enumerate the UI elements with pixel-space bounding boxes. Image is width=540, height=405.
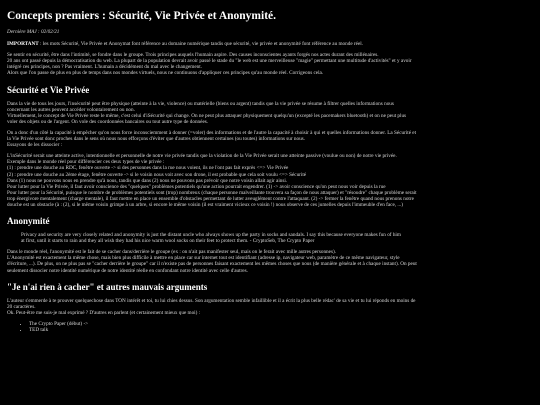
- intro-line: Alors que l'on passe de plus en plus de temps dans nos mondes virtuels, nous ne continuons d'appliquer ces principes qu'au monde réel. Corrigeons cela.: [7, 70, 324, 77]
- text-line: L'inSécurité serait une atteinte active, intentionnelle et personnelle de notre vie privée tandis que la violation de la Vie Privée serait une atteinte passive (voulue ou non) de notre vie privée.: [7, 153, 397, 160]
- quote-line: at first, until it starts to rain and they all wish they had his nice warm wool socks on their feet to protect them. - CryptoSeb, The Crypto Paper: [21, 238, 315, 245]
- text-line: Pour lutter pour la Sécurité, puisque le nombre de problèmes potentiels sont (trop) nombreux (chaque personne malveillante trouvera sa façon de nous attaquer) et "résoudre" chaque problème serait: [7, 189, 417, 196]
- section-heading-securite: Sécurité et Vie Privée: [7, 84, 90, 95]
- quote-line: Privacy and security are very closely related and anonymity is just the distant uncle who always shows up the party in socks and sandals. I say this because everyone makes fun of him: [21, 232, 401, 239]
- securite-paragraph-3: [7, 153, 533, 208]
- intro-paragraph: [7, 52, 533, 76]
- securite-paragraph-1: [7, 101, 533, 125]
- text-line: seulement dissocier notre identité numérique de notre identité réelle en confondant notre identité avec celle d'autres.: [7, 267, 248, 274]
- important-label: IMPORTANT: [7, 41, 39, 48]
- text-line: trop énergivore mentalement (charge mentale), il faut mettre en place un ensemble d'obstacles permettant de lutter aveuglément contre l'attaquant. (2) -> fermer la fenêtre quand nous prenons notre: [7, 195, 414, 202]
- text-line: Pour lutter pour la Vie Privée, il faut avoir conscience des "quelques" problèmes potentiels qu'une action pourrait engendrer. (1) -> avoir conscience qu'on peut nous voir depuis la rue: [7, 183, 386, 190]
- text-line: L'Anonymité est exactement la même chose, mais bien plus difficile à mettre en place car sur internet tout est identifiant (adresse ip, navigateur web, paramètre de ce même navigateur, style: [7, 255, 400, 262]
- reference-link-ted-talk[interactable]: • TED talk: [29, 327, 533, 333]
- text-line: la Vie Privée sont donc proches dans le sens où nous nous efforçons d'éviter que d'autres obtiennent certaines (ou toutes) informations sur nous.: [7, 136, 305, 143]
- text-line: Dans (1) nous ne pouvons nous en prendre qu'à nous, tandis que dans (2) nous ne pouvons pas prévoir que notre voisin allait agir ainsi.: [7, 177, 288, 184]
- reference-list: [21, 321, 533, 333]
- rien-a-cacher-paragraph: [7, 298, 533, 316]
- intro-line: 20 ans ont passé depuis la démocratisation du web. La plupart de la population devrait avoir passé le stade du "le web est une merveilleuse "magie" permettant une multitude d'activités" et y avoir: [7, 58, 412, 65]
- text-line: (2) : prendre une douche au 2ème étage, fenêtre ouverte -> si le voisin nous voit avec son drone, il est probable que cela soit voulu <=> Sécurité: [7, 171, 307, 178]
- text-line: Dans le monde réel, l'anonymité est le fait de se cacher dans/derrière le groupe (ex : on n'ait pas manifester seul, mais on le ferait avec mille autres personnes).: [7, 249, 336, 256]
- intro-line: intégré ces principes, non ? Pas vraiment. L'humain a décidément du mal avec le changement.: [7, 64, 202, 71]
- anonymite-paragraph: [7, 249, 533, 273]
- blockquote: [21, 232, 533, 244]
- last-update: Dernière MAJ : 02/02/21: [7, 29, 60, 35]
- text-line: voler des objets ou de l'argent. On vole des coordonnées bancaires ou tout autre type de données.: [7, 118, 209, 125]
- text-line: Essayons de les dissocier :: [7, 142, 63, 149]
- text-line: douche est un obstacle (à : (2), si le même voisin grimpe à un arbre, si encore le même voisin (il est vraiment vicieux ce voisin !) nous observe de ces jumelles depuis l'immeuble d'en face, ...): [7, 201, 403, 208]
- text-line: L'auteur s'emmerde à te prouver quelquechose dans TON intérêt et toi, tu lui chies dessus. Son argumentation semble infaillible et il a écrit la plus belle rédac' de sa vie et tu lui réponds en moins de: [7, 297, 416, 304]
- text-line: On a donc d'un côté la capacité à empêcher qu'on nous force inconsciemment à donner (=voler) des informations et de l'autre la capacité à choisir à qui et quelles informations donner. La Sécurité et: [7, 129, 417, 136]
- section-heading-rien-a-cacher: "Je n'ai rien à cacher" et autres mauvais arguments: [7, 281, 208, 292]
- text-line: concernant les autres peuvent accéder volontairement ou non.: [7, 106, 135, 113]
- important-text: : les mots Sécurité, Vie Privée et Anonymat font référence au domaine numérique tandis que sécurité, vie privée et anonymité font référence au monde réel.: [40, 41, 363, 48]
- page-title: Concepts premiers : Sécurité, Vie Privée et Anonymité.: [7, 10, 277, 22]
- reference-link-crypto-paper[interactable]: • The Crypto Paper (début) ->: [29, 321, 533, 327]
- text-line: Exemple dans le monde réel pour différencier ces deux types de vie privée :: [7, 159, 165, 166]
- section-heading-anonymite: Anonymité: [7, 216, 50, 227]
- text-line: 20 caractères.: [7, 303, 36, 310]
- text-line: d'écriture, ...). De plus, on ne plus pas se "cacher derrière le groupe" car il n'existe pas de personnes faisant exactement les mêmes choses que nous (de manière générale et à chaque instant). On peut: [7, 261, 417, 268]
- text-line: Ok. Peut-être me suis-je mal exprimé ? D'autres en parlent (et certainement mieux que moi) :: [7, 309, 201, 316]
- text-line: Virtuellement, le concept de Vie Privée reste le même, c'est celui d'iSécurité qui change. On ne peut plus attaquer physiquement quelqu'un (excepté les pacemakers bluetooth) et on ne peut plus: [7, 112, 407, 119]
- important-note: [7, 41, 533, 47]
- text-line: (1) : prendre une douche au RDC, fenêtre ouverte -> si des personnes dans la rue nous voient, ils ne l'ont pas fait exprès <=> Vie Privée: [7, 165, 289, 172]
- text-line: Dans la vie de tous les jours, l'insécurité peut être physique (atteinte à la vie, violence) ou matérielle (biens ou argent) tandis que la vie privée se résume à filtrer quelles informations nous: [7, 100, 394, 107]
- securite-paragraph-2: [7, 130, 533, 148]
- intro-line: Se sentir en sécurité, être dans l'intimité, se fondre dans le groupe. Trois principes auquels l'humain aspire. Des causes inconscientes ayants forgés nos actes durant des millénaires.: [7, 52, 379, 59]
